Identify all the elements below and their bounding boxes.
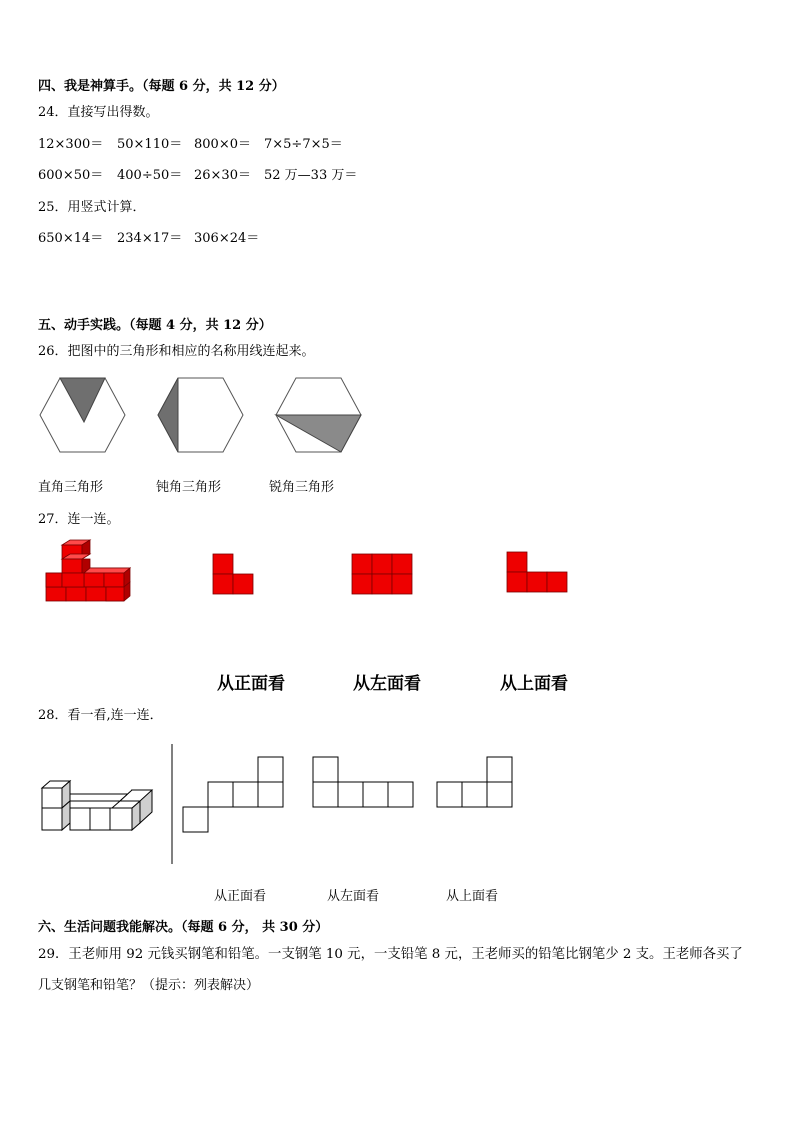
question-24-prompt: 24．直接写出得数。 xyxy=(38,105,159,120)
triangle-name-label: 钝角三角形 xyxy=(156,480,222,495)
red-cube-solid xyxy=(44,540,128,604)
outline-view-1 xyxy=(182,756,286,834)
calc-item: 52 万—33 万＝ xyxy=(264,168,358,183)
outline-view-2 xyxy=(312,756,416,810)
question-29-text-line-2: 几支钢笔和铅笔？（提示：列表解决） xyxy=(38,978,260,993)
calc-item: 12×300＝ xyxy=(38,137,104,152)
hexagon-figure-obtuse-triangle xyxy=(156,376,246,454)
question-25-prompt: 25．用竖式计算． xyxy=(38,200,146,215)
question-29-text-line-1: 29．王老师用 92 元钱买钢笔和铅笔。一支钢笔 10 元，一支铅笔 8 元，王老师买的铅笔比钢笔少 2 支。王老师各买了 xyxy=(38,947,743,962)
section-5-heading: 五、动手实践。（每题 4 分，共 12 分） xyxy=(38,318,272,333)
red-view-step xyxy=(506,551,570,595)
cube-solid-outline xyxy=(40,778,156,834)
view-label: 从上面看 xyxy=(446,889,499,904)
calc-item: 26×30＝ xyxy=(194,168,251,183)
triangle-name-label: 锐角三角形 xyxy=(269,480,335,495)
hexagon-figure-right-triangle xyxy=(38,376,128,454)
view-label: 从左面看 xyxy=(327,889,380,904)
calc-item: 50×110＝ xyxy=(117,137,183,152)
divider-line xyxy=(171,744,175,866)
calc-item: 600×50＝ xyxy=(38,168,104,183)
vertical-calc-item: 234×17＝ xyxy=(117,231,183,246)
calc-item: 400÷50＝ xyxy=(117,168,183,183)
calc-item: 800×0＝ xyxy=(194,137,251,152)
question-28-prompt: 28．看一看,连一连． xyxy=(38,708,163,723)
section-4-heading: 四、我是神算手。（每题 6 分，共 12 分） xyxy=(38,79,285,94)
question-26-prompt: 26．把图中的三角形和相应的名称用线连起来。 xyxy=(38,344,315,359)
vertical-calc-item: 650×14＝ xyxy=(38,231,104,246)
red-view-grid xyxy=(351,553,415,597)
view-label: 从左面看 xyxy=(353,674,421,694)
section-6-heading: 六、生活问题我能解决。（每题 6 分， 共 30 分） xyxy=(38,920,329,935)
view-label: 从上面看 xyxy=(500,674,568,694)
red-view-l-shape xyxy=(212,553,256,597)
hexagon-figure-acute-triangle xyxy=(274,376,364,454)
triangle-name-label: 直角三角形 xyxy=(38,480,104,495)
outline-view-3 xyxy=(436,756,516,810)
vertical-calc-item: 306×24＝ xyxy=(194,231,260,246)
view-label: 从正面看 xyxy=(214,889,267,904)
question-27-prompt: 27．连一连。 xyxy=(38,512,120,527)
view-label: 从正面看 xyxy=(217,674,285,694)
calc-item: 7×5÷7×5＝ xyxy=(264,137,343,152)
